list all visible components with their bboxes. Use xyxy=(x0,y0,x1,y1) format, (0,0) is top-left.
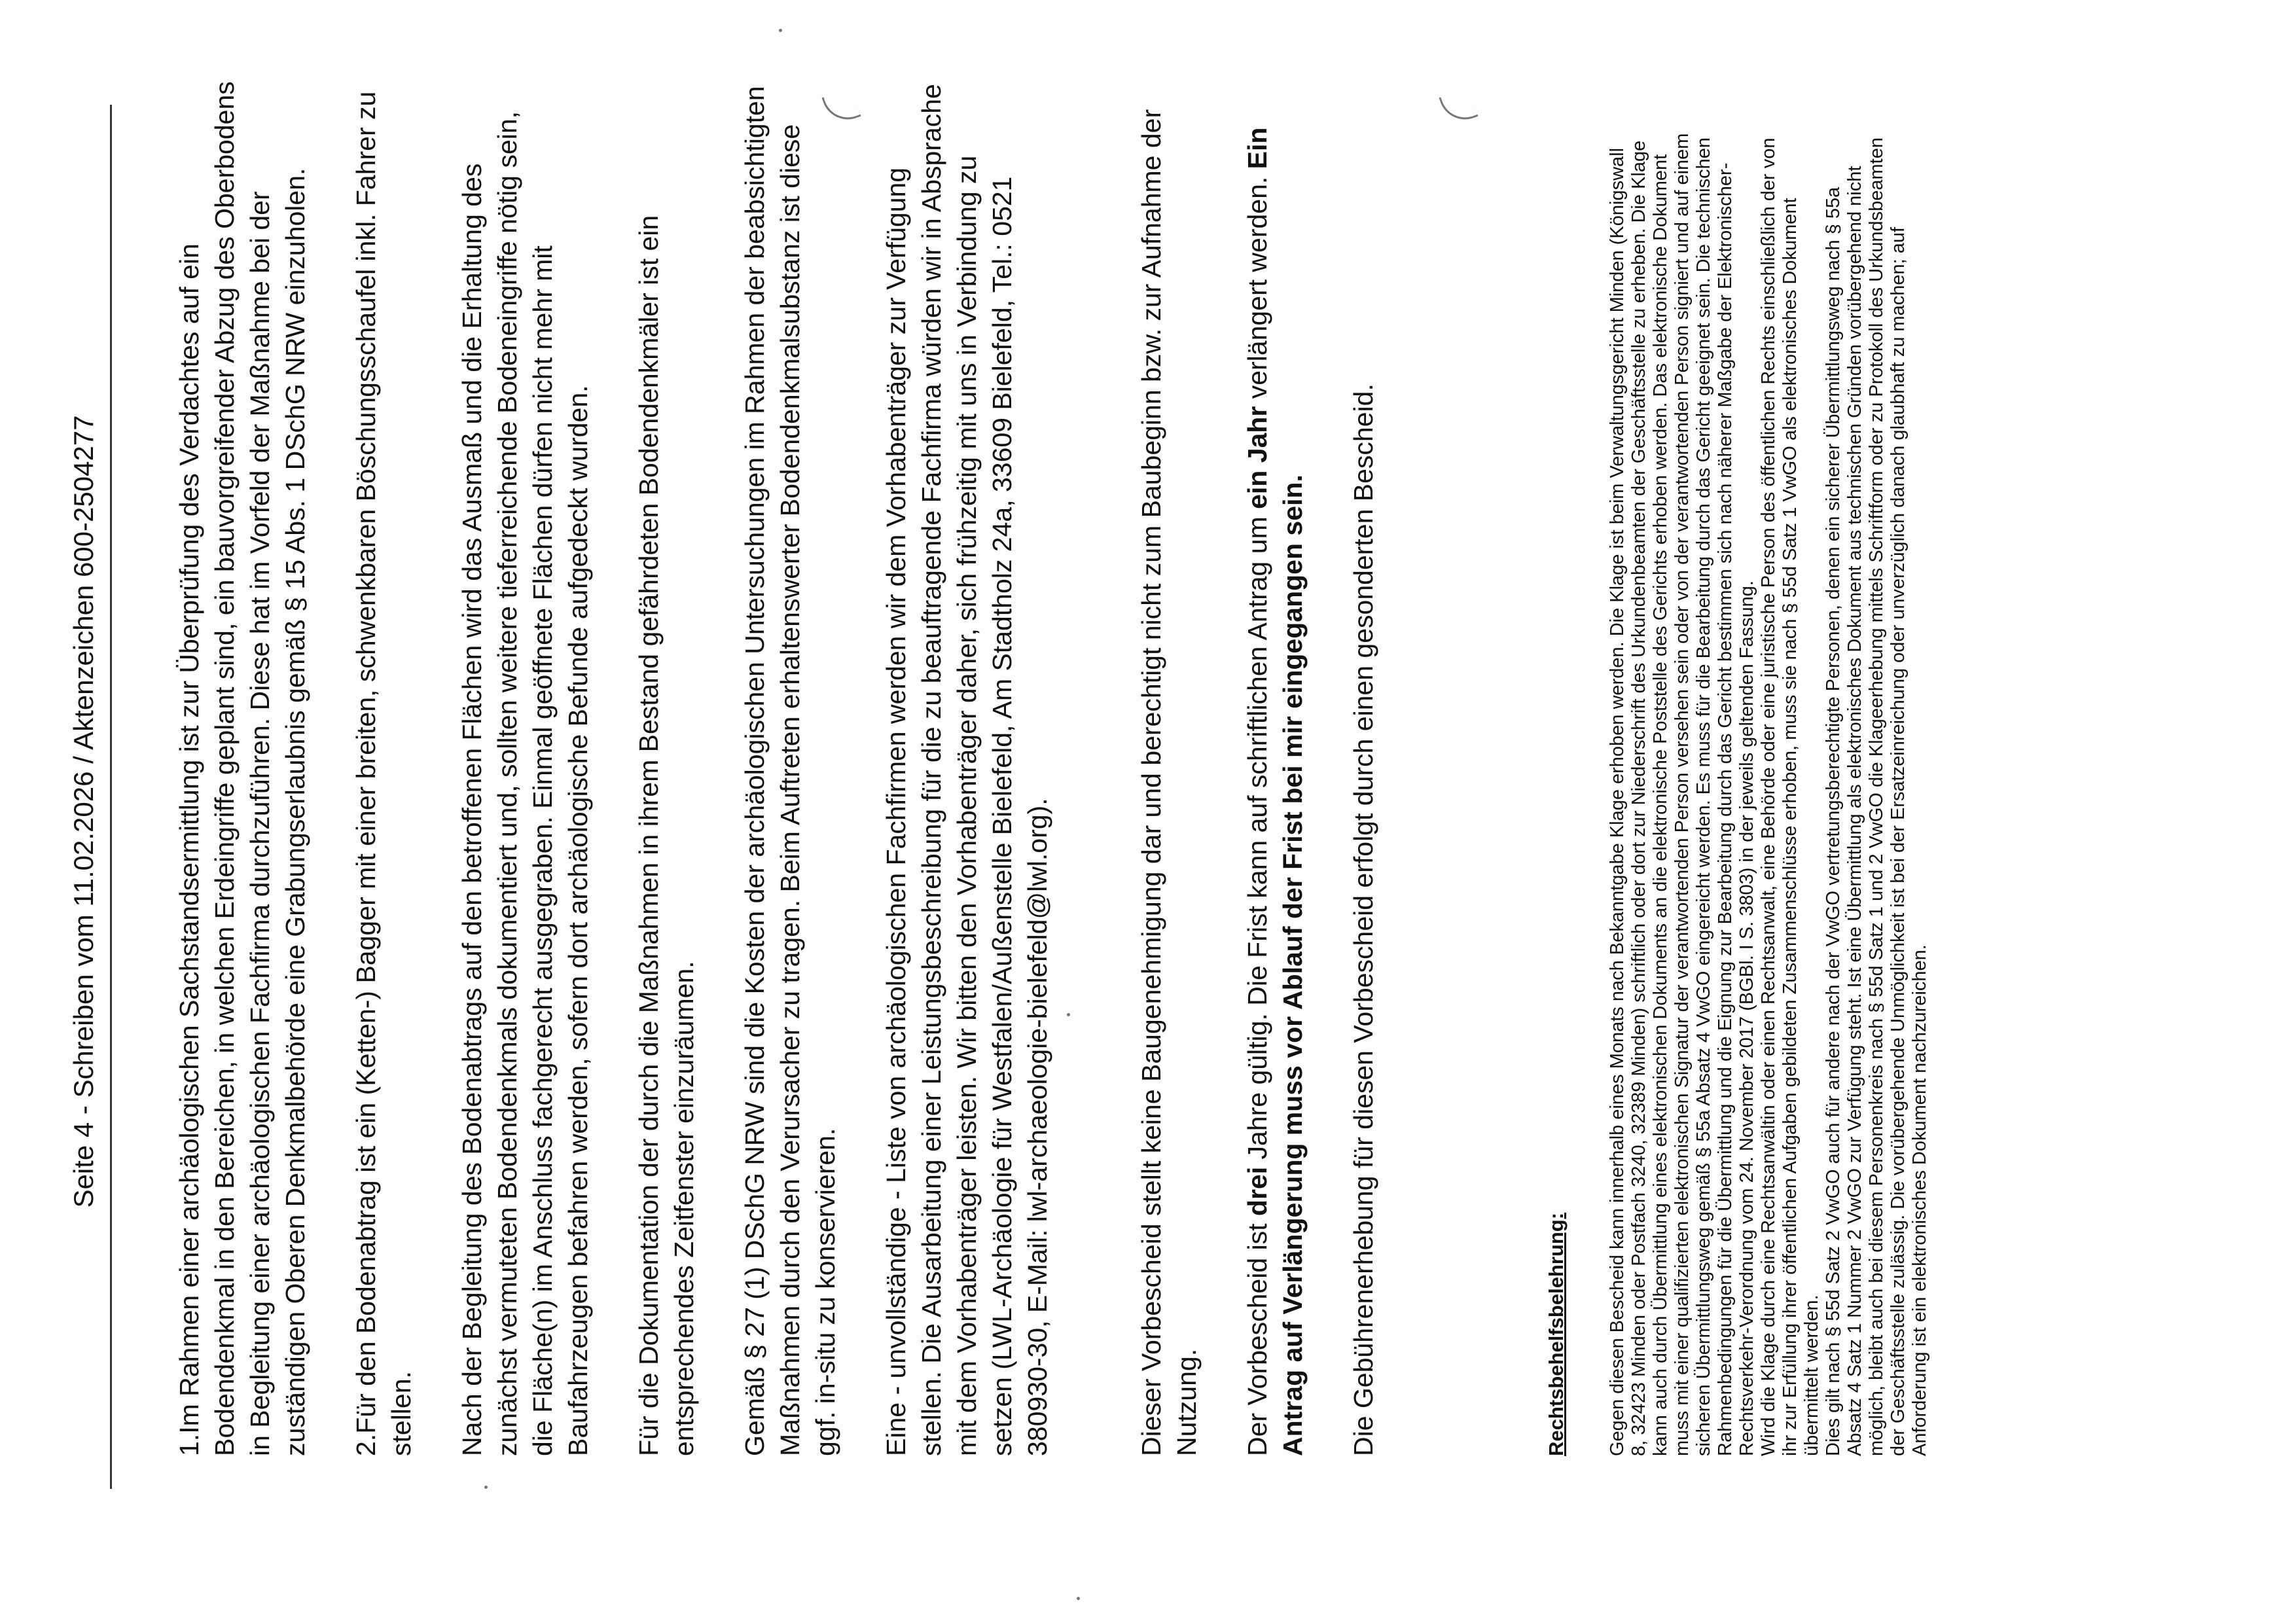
legal-paragraph-2: Wird die Klage durch eine Rechtsanwältin oder einen Rechtsanwalt, eine Behörde oder eine juristische Person des öffentlichen Rechts einschließlich der von ihr zur Erfüllung ihrer öffentlichen Aufgaben gebildeten Zusammenschlüsse erhoben, muss sie nach § 55d Satz 1 VwGO als elektronisches Dokument übermittelt werden. xyxy=(1758,137,1822,1456)
gueltigkeit-text-3: verlängert werden. xyxy=(1242,169,1272,406)
paragraph-keine-baugenehmigung: Dieser Vorbescheid stellt keine Baugenehmigung dar und berechtigt nicht zum Baubeginn bzw. zur Aufnahme der Nutzung. xyxy=(1136,109,1202,1456)
page-header: Seite 4 - Schreiben vom 11.02.2026 / Aktenzeichen 600-2504277 xyxy=(68,415,99,1208)
gueltigkeit-bold-ein-jahr: ein Jahr xyxy=(1242,406,1272,509)
legal-notice-body xyxy=(1607,128,1931,1456)
paragraph-kosten: Gemäß § 27 (1) DSchG NRW sind die Kosten der archäologischen Untersuchungen im Rahmen der beabsichtigten Maßnahmen durch den Verursacher zu tragen. Beim Auftreten erhaltenswerter Bodendenkmalsubstanz ist diese ggf. in-situ zu konservieren. xyxy=(740,86,840,1456)
paragraph-dokumentation: Für die Dokumentation der durch die Maßnahmen in ihrem Bestand gefährdeten Bodendenkmäler ist ein entsprechendes Zeitfenster einzuräumen. xyxy=(634,215,699,1456)
legal-paragraph-1: Gegen diesen Bescheid kann innerhalb eines Monats nach Bekanntgabe Klage erhoben werden. Die Klage ist beim Verwaltungsgericht Minden (Königswall 8, 32423 Minden oder Postfach 3240, 32389 Minden) schriftlich oder dort zur Niederschrift des Urkundenbeamten der Geschäftsstelle zu erheben. Die Klage kann auch durch Übermittlung eines elektronischen Dokuments an die elektronische Poststelle des Gerichts erhoben werden. Das elektronische Dokument muss mit einer qualifizierten elektronischen Signatur der verantwortenden Person versehen sein oder von der verantwortenden Person signiert und auf einem sicheren Übermittlungsweg gemäß § 55a Absatz 4 VwGO eingereicht werden. Es muss für die Bearbeitung durch das Gericht geeignet sein. Die technischen Rahmenbedingungen für die Übermittlung und die Eignung zur Bearbeitung durch das Gericht bestimmen sich nach näherer Maßgabe der Elektronischer-Rechtsverkehr-Verordnung vom 24. November 2017 (BGBl. I S. 3803) in der jeweils geltenden Fassung. xyxy=(1607,133,1757,1456)
document-body xyxy=(171,75,1416,1456)
paragraph-sachstandsermittlung: 1.Im Rahmen einer archäologischen Sachstandsermittlung ist zur Überprüfung des Verdachtes auf ein Bodendenkmal in den Bereichen, in welchen Erdeingriffe geplant sind, ein bauvorgreifender Abzug des Oberbodens in Begleitung einer archäologischen Fachfirma durchzuführen. Diese hat im Vorfeld der Maßnahme bei der zuständigen Oberen Denkmalbehörde eine Grabungserlaubnis gemäß § 15 Abs. 1 DSchG NRW einzuholen. xyxy=(174,81,310,1456)
paragraph-bodenabtrag: 2.Für den Bodenabtrag ist ein (Ketten-) Bagger mit einer breiten, schwenkbaren Böschungsschaufel inkl. Fahrer zu stellen. xyxy=(351,91,416,1456)
paragraph-gueltigkeit xyxy=(1240,75,1310,1456)
gueltigkeit-bold-antrag: Ein Antrag auf Verlängerung muss vor Ablauf der Frist bei mir eingegangen sein. xyxy=(1242,127,1308,1456)
gueltigkeit-text-1: Der Vorbescheid ist xyxy=(1242,1216,1272,1456)
gueltigkeit-bold-drei: drei xyxy=(1242,1166,1272,1217)
paragraph-fachfirmen: Eine - unvollständige - Liste von archäologischen Fachfirmen werden wir dem Vorhabenträger zur Verfügung stellen. Die Ausarbeitung einer Leistungsbeschreibung für die zu beauftragende Fachfirma würden wir in Absprache mit dem Vorhabenträger leisten. Wir bitten den Vorhabenträger daher, sich frühzeitig mit uns in Verbindung zu setzen (LWL-Archäologie für Westfalen/Außenstelle Bielefeld, Am Stadtholz 24a, 33609 Bielefeld, Tel.: 0521 380930-30, E-Mail: lwl-archaeologie-bielefeld@lwl.org). xyxy=(881,84,1052,1456)
header-rule xyxy=(110,105,112,1489)
gueltigkeit-text-2: Jahre gültig. Die Frist kann auf schriftlichen Antrag um xyxy=(1242,508,1272,1167)
paragraph-gebuehren: Die Gebührenerhebung für diesen Vorbescheid erfolgt durch einen gesonderten Bescheid. xyxy=(1348,383,1378,1456)
paragraph-begleitung: Nach der Begleitung des Bodenabtrags auf den betroffenen Flächen wird das Ausmaß und die Erhaltung des zunächst vermuteten Bodendenkmals dokumentiert und, sollten weitere tieferreichende Bodeneingriffe nötig sein, die Fläche(n) im Anschluss fachgerecht ausgegraben. Einmal geöffnete Flächen dürfen nicht mehr mit Baufahrzeugen befahren werden, sofern dort archäologische Befunde aufgedeckt wurden. xyxy=(457,111,593,1456)
legal-notice-title: Rechtsbehelfsbelehrung: xyxy=(1545,1212,1568,1456)
legal-paragraph-3: Dies gilt nach § 55d Satz 2 VwGO auch für andere nach der VwGO vertretungsberechtigte Personen, denen ein sicherer Übermittlungsweg nach § 55a Absatz 4 Satz 1 Nummer 2 VwGO zur Verfügung steht. Ist eine Übermittlung als elektronisches Dokument aus technischen Gründen vorübergehend nicht möglich, bleibt auch bei diesem Personenkreis nach § 55d Satz 1 und 2 VwGO die Klageerhebung mittels Schriftform oder zu Protokoll des Urkundsbeamten der Geschäftsstelle zulässig. Die vorübergehende Unmöglichkeit ist bei der Ersatzeinreichung oder unverzüglich danach glaubhaft zu machen; auf Anforderung ist ein elektronisches Dokument nachzureichen. xyxy=(1823,137,1930,1456)
